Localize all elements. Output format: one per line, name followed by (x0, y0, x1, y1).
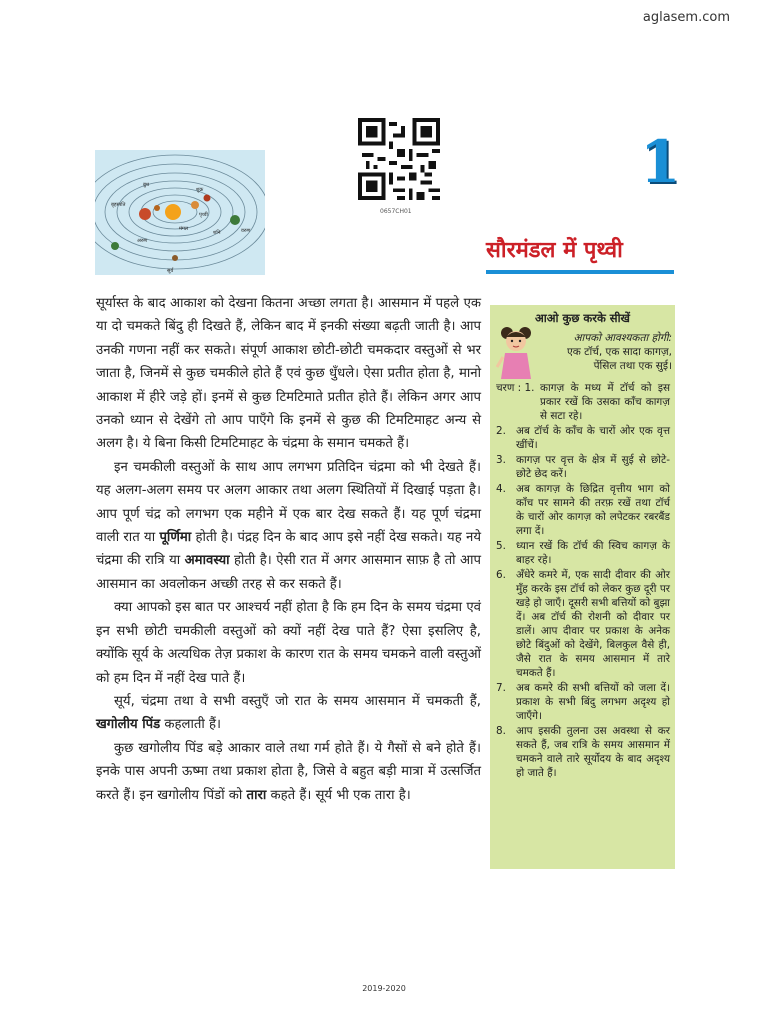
paragraph-4 (96, 690, 481, 737)
label-neptune: वरुण (241, 228, 251, 234)
planet-saturn (172, 255, 178, 261)
planet-jupiter (230, 215, 240, 225)
chapter-title: सौरमंडल में पृथ्वी (486, 238, 623, 263)
sun (165, 204, 181, 220)
label-jupiter: बृहस्पति (111, 202, 126, 208)
term-celestial-bodies: खगोलीय पिंड (96, 717, 161, 733)
step-8-number: 8. (496, 725, 506, 737)
step-5-number: 5. (496, 540, 506, 552)
step-8-text: आप इसकी तुलना उस अवस्था से कर सकते हैं, जब रात्रि के समय आसमान में चमकने वाले तारे सूर्योदय के बाद अदृश्य हो जाते हैं। (516, 725, 670, 779)
step-2 (496, 424, 670, 452)
p5-text-c: कहते हैं। सूर्य भी एक तारा है। (266, 787, 411, 803)
step-7-text: अब कमरे की सभी बत्तियों को जला दें। प्रकाश के सभी बिंदु लगभग अदृश्य हो जाएँगे। (516, 682, 670, 722)
step-1-text: कागज़ के मध्य में टॉर्च को इस प्रकार रखें कि उसका काँच कागज़ से सटा रहे। (540, 382, 670, 422)
planet-earth (139, 208, 151, 220)
label-venus: शुक्र (196, 187, 204, 193)
step-4-number: 4. (496, 483, 506, 495)
step-3 (496, 453, 670, 481)
paragraph-2 (96, 456, 481, 596)
step-7-number: 7. (496, 682, 506, 694)
step-8 (496, 724, 670, 780)
materials-needed (546, 331, 672, 373)
step-2-text: अब टॉर्च के काँच के चारों ओर एक वृत्त खींचें। (516, 425, 670, 451)
term-amavasya: अमावस्या (184, 553, 230, 569)
activity-title: आओ कुछ करके सीखें (535, 311, 630, 325)
step-4-text: अब कागज़ के छिद्रित वृत्तीय भाग को काँच पर सामने की तरफ़ रखें तथा टॉर्च के चारों ओर कागज़ को लपेटकर रबरबैंड लगा दें। (516, 483, 670, 537)
qr-caption: 0657CH01 (380, 208, 412, 215)
solar-system-diagram (95, 150, 265, 275)
planet-neptune (111, 242, 119, 250)
qr-code-icon[interactable] (358, 118, 440, 200)
step-6-text: अँधेरे कमरे में, एक सादी दीवार की ओर मुँह करके इस टॉर्च को लेकर कुछ दूरी पर खड़े हो जाएँ। दूसरी सभी बत्तियों को बुझा दें। अब टॉर्च की रोशनी को दीवार पर डालें। आप दीवार पर प्रकाश के अनेक छोटे बिंदुओं को देखेंगे, बिलकुल वैसे ही, जैसे रात के समय आसमान में तारे चमकते हैं। (516, 569, 670, 679)
p2-text-e: होती है। ऐसी रात में अगर आसमान साफ़ है तो आप आसमान का अवलोकन अच्छी तरह से कर सकते हैं। (96, 553, 481, 592)
page-footer-year: 2019-2020 (362, 984, 406, 993)
label-mars: मंगल (179, 226, 189, 232)
paragraph-5 (96, 737, 481, 807)
step-1-number (496, 381, 534, 395)
steps-heading: चरण : (496, 382, 522, 394)
step-6 (496, 568, 670, 680)
step-5 (496, 539, 670, 567)
p4-text-c: कहलाती हैं। (160, 717, 221, 733)
step-2-number: 2. (496, 425, 506, 437)
solar-system-illustration (95, 150, 265, 275)
title-underline (486, 270, 674, 274)
step-6-number: 6. (496, 569, 506, 581)
step-4 (496, 482, 670, 538)
step-3-number: 3. (496, 454, 506, 466)
step-3-text: कागज़ पर वृत्त के क्षेत्र में सुई से छोटे-छोटे छेद करें। (516, 454, 670, 480)
p2-text-c: होती है। पंद्रह दिन के बाद आप इसे नहीं देख सकते। यह नये चंद्रमा की रात्रि या (96, 530, 481, 569)
label-mercury: बुध (143, 182, 149, 188)
planet-mercury (154, 205, 160, 211)
p5-text-a: कुछ खगोलीय पिंड बड़े आकार वाले तथा गर्म होते हैं। ये गैसों से बने होते हैं। इनके पास अपनी ऊष्मा तथा प्रकाश होता है, जिसे वे बहुत बड़ी मात्रा में उत्सर्जित करते हैं। इन खगोलीय पिंडों को (96, 740, 481, 803)
paragraph-3: क्या आपको इस बात पर आश्चर्य नहीं होता है कि हम दिन के समय चंद्रमा एवं इन सभी छोटी चमकीली वस्तुओं को क्यों नहीं देख पाते हैं? ऐसा इसलिए है, क्योंकि सूर्य के अत्यधिक तेज़ प्रकाश के कारण रात के समय चमकने वाली वस्तुओं को हम दिन में नहीं देख पाते हैं। (96, 600, 481, 686)
planet-mars (204, 195, 211, 202)
p2-text-a: इन चमकीली वस्तुओं के साथ आप लगभग प्रतिदिन चंद्रमा को भी देखते हैं। यह अलग-अलग समय पर अलग आकार तथा अलग स्थितियों में दिखाई पड़ता है। आप पूर्ण चंद्र को लगभग एक महीने में एक बार देख सकते हैं। यह पूर्ण चंद्रमा वाली रात या (96, 459, 481, 546)
materials-list: एक टॉर्च, एक सादा कागज़, पेंसिल तथा एक सुई। (566, 346, 672, 372)
label-sun: सूर्य (167, 268, 174, 274)
site-watermark: aglasem.com (642, 10, 730, 25)
planet-venus (191, 201, 199, 209)
main-text (96, 292, 481, 807)
materials-label: आपको आवश्यकता होगी: (573, 332, 672, 344)
paragraph-1: सूर्यास्त के बाद आकाश को देखना कितना अच्छा लगता है। आसमान में पहले एक या दो चमकते बिंदु ही दिखते हैं, लेकिन बाद में इनकी संख्या बढ़ती जाती है। आप उनकी गणना नहीं कर सकते। संपूर्ण आकाश छोटी-छोटी चमकदार वस्तुओं से भर जाता है, जिनमें से कुछ चमकीले होते हैं एवं कुछ धुँधले। ऐसा प्रतीत होता है, मानो आकाश में हीरे जड़े हों। इनमें से कुछ टिमटिमाते प्रतीत होते हैं। लेकिन अगर आप उनको ध्यान से देखेंगे तो आप पाएँगे कि इनमें से कुछ की टिमटिमाहट अन्य से अलग है। ये बिना किसी टिमटिमाहट के चंद्रमा के समान चमकते हैं। (96, 296, 481, 452)
chapter-number: 1 (640, 128, 681, 196)
activity-box (490, 305, 675, 869)
activity-steps (496, 381, 670, 781)
term-star: तारा (246, 787, 267, 803)
label-uranus: अरुण (137, 238, 148, 244)
term-purnima: पूर्णिमा (159, 530, 192, 546)
girl-illustration-icon (495, 323, 535, 381)
label-saturn: शनि (213, 230, 221, 236)
label-earth: पृथ्वी (199, 212, 208, 218)
step-5-text: ध्यान रखें कि टॉर्च की स्विच कागज़ के बाहर रहे। (516, 540, 670, 566)
p4-text-a: सूर्य, चंद्रमा तथा वे सभी वस्तुएँ जो रात के समय आसमान में चमकती हैं, (114, 693, 481, 709)
step-1 (496, 381, 670, 423)
step-7 (496, 681, 670, 723)
step-1-num: 1. (524, 382, 535, 394)
